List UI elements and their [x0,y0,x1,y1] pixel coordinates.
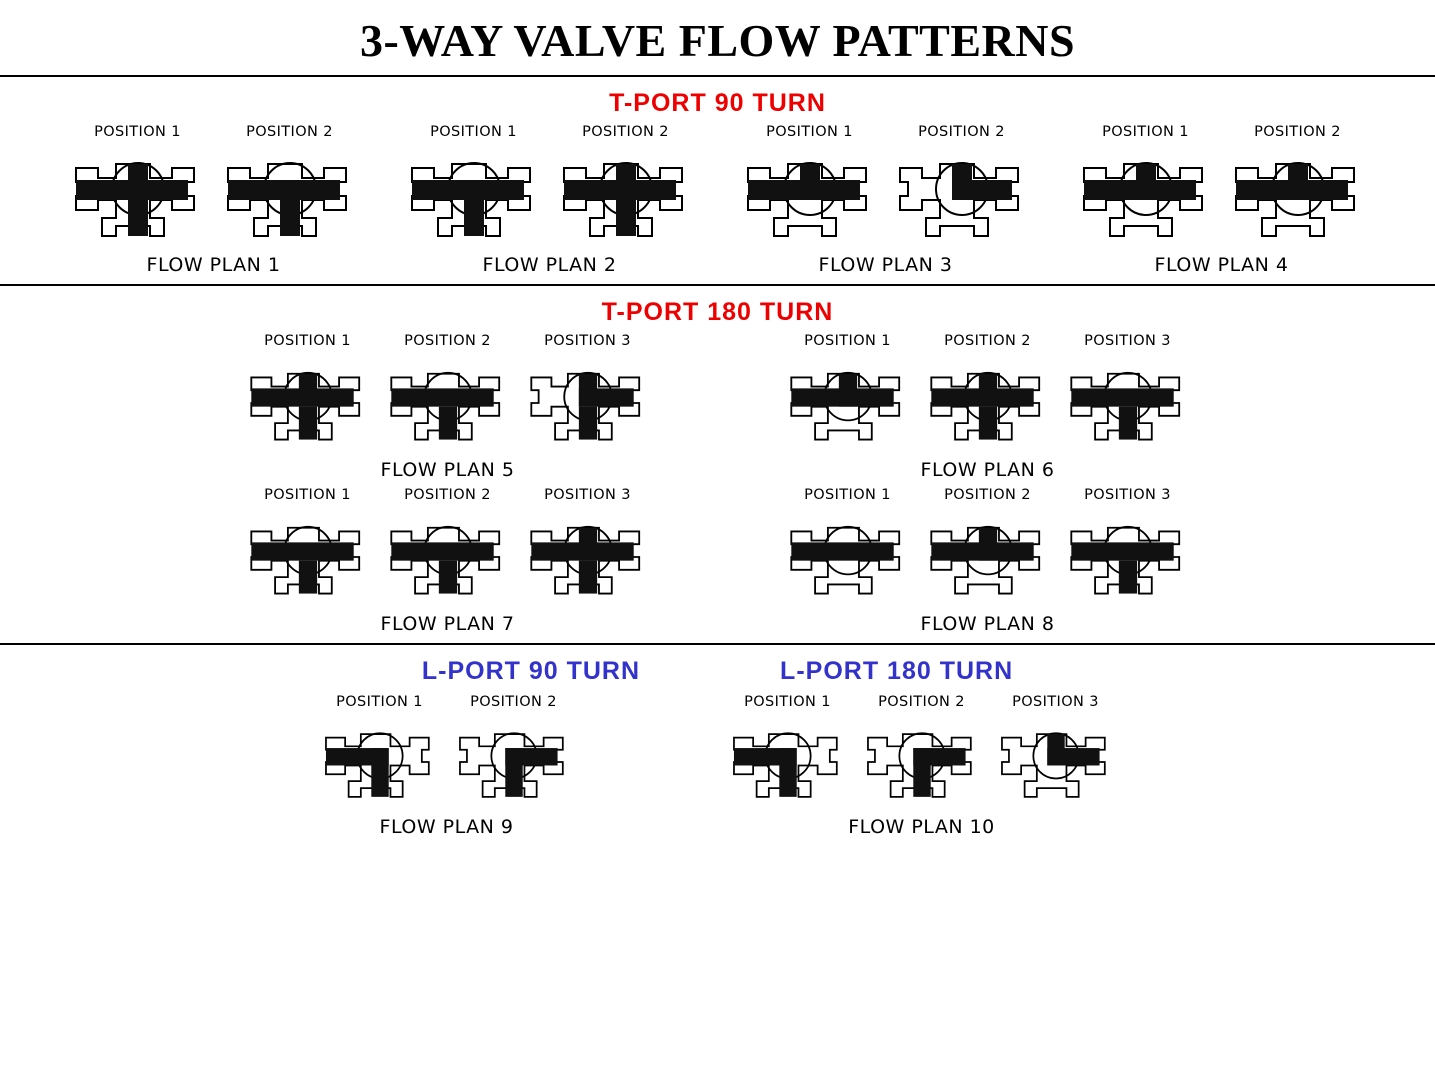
valve-diagram-t-left-right-down [404,146,544,246]
valve-diagram-t-left-down-flat [524,509,652,605]
valve-cell [861,694,983,808]
position-label: POSITION 2 [1254,124,1341,140]
section-heading-l90: L-PORT 90 TURN [421,657,641,685]
flow-plan-group [1070,124,1374,276]
valve-diagram-l-left-down [727,716,849,808]
valve-cell [1228,124,1368,246]
lport-90-heading-wrap [422,645,640,692]
valve-cell [220,124,360,246]
valve-diagram-t-up-right [892,146,1032,246]
valve-cell [68,124,208,246]
valve-set [238,487,658,605]
flow-plan-label: FLOW PLAN 6 [920,459,1055,481]
valve-cell [892,124,1032,246]
valve-diagram-t-down-left [524,355,652,451]
position-label: POSITION 2 [470,694,557,710]
valve-diagram-t-up-left [1064,355,1192,451]
valve-diagram-l-right-down [453,716,575,808]
flow-plan-label: FLOW PLAN 4 [1154,254,1289,276]
valve-set [778,487,1198,605]
valve-cell [1076,124,1216,246]
section-heading-t90: T-PORT 90 TURN [609,89,826,117]
flow-plan-group [62,124,366,276]
position-label: POSITION 2 [404,333,491,349]
flow-plan-group [721,694,1123,838]
flow-plan-label: FLOW PLAN 10 [848,816,995,838]
valve-set [62,124,366,246]
valve-diagram-t-down-right [68,146,208,246]
flow-plan-label: FLOW PLAN 1 [146,254,281,276]
valve-cell [727,694,849,808]
valve-set [238,333,658,451]
valve-diagram-t-up-right [784,355,912,451]
valve-diagram-t-right-down-flat [244,509,372,605]
position-label: POSITION 3 [1084,487,1171,503]
position-label: POSITION 2 [404,487,491,503]
valve-set [313,694,581,808]
valve-cell [384,487,512,605]
position-label: POSITION 2 [944,333,1031,349]
valve-set [1070,124,1374,246]
valve-diagram-t-up-left [1228,146,1368,246]
valve-cell [524,487,652,605]
position-label: POSITION 1 [804,333,891,349]
section-t180-row-b [0,487,1435,635]
valve-diagram-t-left-right-down [220,146,360,246]
flow-plan-group [778,333,1198,481]
lport-180-heading-wrap [780,645,1013,692]
valve-set [734,124,1038,246]
valve-cell [924,487,1052,605]
valve-set [398,124,702,246]
valve-cell [556,124,696,246]
valve-diagram-t-up-left-right [740,146,880,246]
position-label: POSITION 2 [582,124,669,140]
valve-cell [784,333,912,451]
position-label: POSITION 1 [264,487,351,503]
divider-2 [0,284,1435,286]
valve-cell [319,694,441,808]
section-t180-row-a [0,333,1435,481]
position-label: POSITION 1 [264,333,351,349]
flow-plan-group [398,124,702,276]
position-label: POSITION 1 [430,124,517,140]
flow-plan-group [313,694,581,838]
valve-diagram-l-left-down [319,716,441,808]
position-label: POSITION 3 [544,487,631,503]
valve-cell [404,124,544,246]
flow-plan-label: FLOW PLAN 5 [380,459,515,481]
section-heading-t180: T-PORT 180 TURN [601,298,834,326]
position-label: POSITION 1 [744,694,831,710]
valve-diagram-t-left-right-down [384,355,512,451]
flow-plan-group [778,487,1198,635]
valve-cell [524,333,652,451]
position-label: POSITION 3 [1084,333,1171,349]
flow-plan-label: FLOW PLAN 3 [818,254,953,276]
flow-plan-group [734,124,1038,276]
valve-diagram-t-down-right [244,355,372,451]
flow-plan-label: FLOW PLAN 7 [380,613,515,635]
valve-set [778,333,1198,451]
valve-cell [453,694,575,808]
flow-plan-label: FLOW PLAN 2 [482,254,617,276]
flow-plan-group [238,333,658,481]
valve-cell [784,487,912,605]
section-heading-l180: L-PORT 180 TURN [780,657,1014,685]
page-title: 3-WAY VALVE FLOW PATTERNS [359,15,1076,66]
valve-diagram-l-right-down [861,716,983,808]
position-label: POSITION 3 [544,333,631,349]
valve-diagram-t-up-right-flat [924,509,1052,605]
divider-1 [0,75,1435,77]
position-label: POSITION 2 [944,487,1031,503]
section-lport-headings [0,645,1435,692]
position-label: POSITION 2 [878,694,965,710]
valve-cell [1064,487,1192,605]
flow-plan-label: FLOW PLAN 8 [920,613,1055,635]
position-label: POSITION 2 [246,124,333,140]
valve-cell [740,124,880,246]
valve-cell [384,333,512,451]
position-label: POSITION 1 [804,487,891,503]
valve-cell [244,487,372,605]
valve-cell [995,694,1117,808]
flow-plan-label: FLOW PLAN 9 [379,816,514,838]
position-label: POSITION 2 [918,124,1005,140]
position-label: POSITION 1 [766,124,853,140]
position-label: POSITION 1 [1102,124,1189,140]
valve-cell [924,333,1052,451]
valve-diagram-t-down-left [556,146,696,246]
section-lport-row [0,694,1435,838]
valve-cell [1064,333,1192,451]
position-label: POSITION 1 [336,694,423,710]
position-label: POSITION 3 [1012,694,1099,710]
flow-plan-group [238,487,658,635]
position-label: POSITION 1 [94,124,181,140]
valve-set [721,694,1123,808]
valve-diagram-t-left-right-flat [1064,509,1192,605]
valve-diagram-t-left-right-flat [784,509,912,605]
valve-cell [244,333,372,451]
valve-diagram-t-up-left-right [924,355,1052,451]
valve-diagram-l-left-right-elbow [995,716,1117,808]
valve-diagram-t-left-right-flat [384,509,512,605]
section-t90-row [0,124,1435,276]
valve-diagram-t-up-left-right [1076,146,1216,246]
